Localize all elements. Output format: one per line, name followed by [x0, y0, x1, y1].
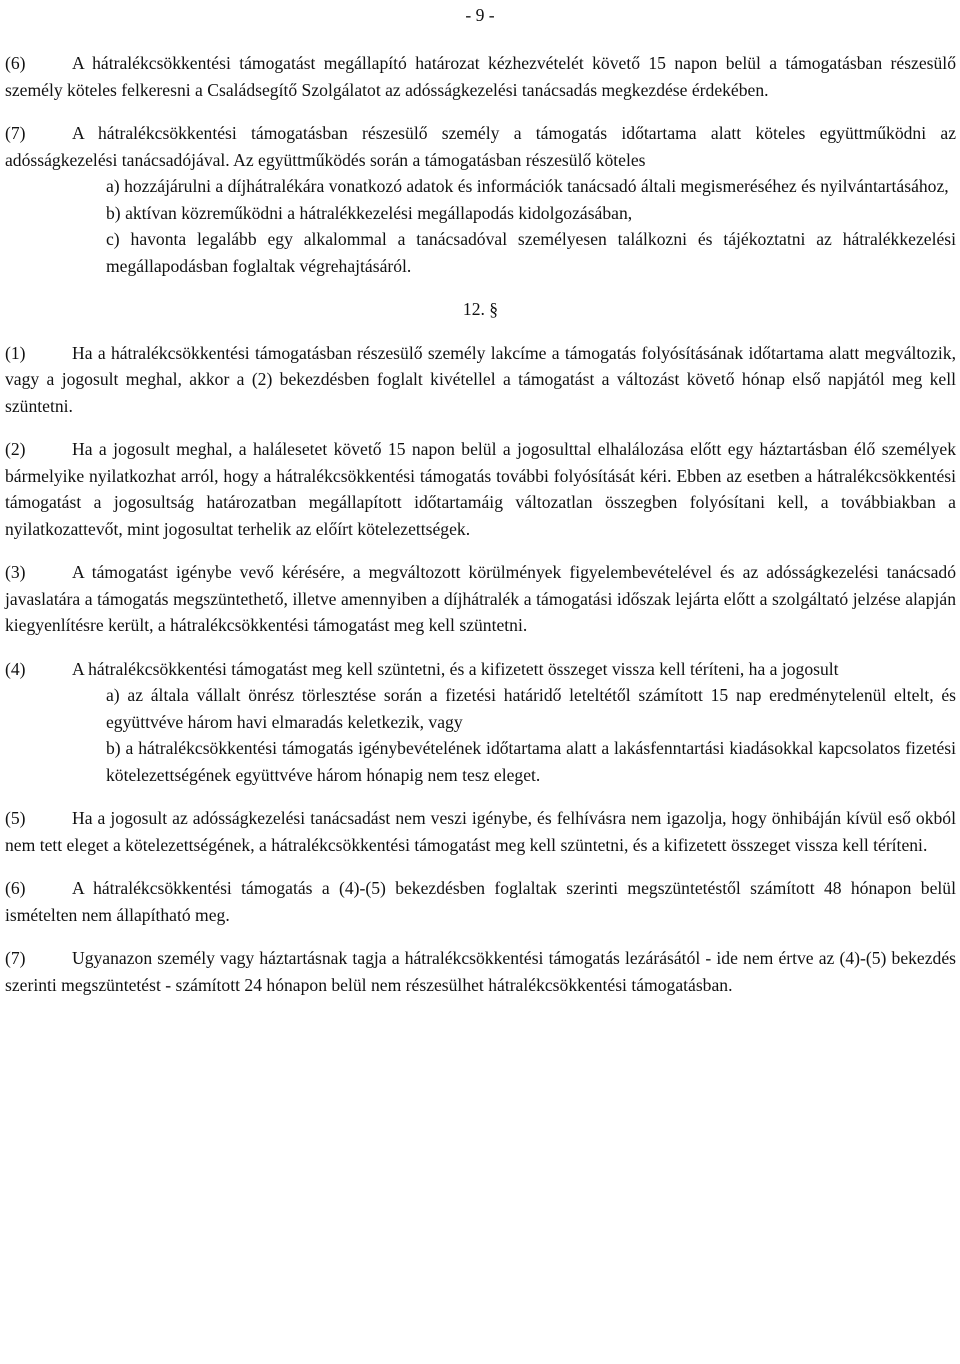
paragraph-3	[5, 559, 956, 639]
paragraph-5	[5, 805, 956, 858]
list-item: a) az általa vállalt önrész törlesztése során a fizetési határidő leteltétől számított 15 nap eredménytelenül eltelt, és együttvéve három havi elmaradás keletkezik, vagy	[106, 685, 957, 732]
list-item: c) havonta legalább egy alkalommal a tanácsadóval személyesen találkozni és tájékoztatni az hátralékkezelési megállapodásban foglaltak végrehajtásáról.	[106, 229, 957, 276]
paragraph-6-prev	[5, 50, 956, 103]
page-number: - 9 -	[465, 5, 495, 25]
paragraph-text: A hátralékcsökkentési támogatásban részesülő személy a támogatás időtartama alatt köteles együttműködni az adósságkezelési tanácsadójával. Az együttműködés során a támogatásban részesülő köteles	[5, 123, 956, 170]
section-heading: 12. §	[462, 299, 499, 319]
paragraph-text: A hátralékcsökkentési támogatást megállapító határozat kézhezvételét követő 15 napon belül a támogatásban részesülő személy köteles felkeresni a Családsegítő Szolgálatot az adósságkezelési tanácsadás megkezdése érdekében.	[5, 53, 956, 100]
paragraph-1	[5, 340, 956, 420]
paragraph-7	[5, 945, 956, 998]
paragraph-number: (2)	[5, 439, 26, 459]
paragraph-7-prev	[5, 120, 956, 173]
obligation-list	[101, 173, 956, 279]
paragraph-number: (5)	[5, 808, 26, 828]
paragraph-number: (1)	[5, 342, 26, 363]
list-item: a) hozzájárulni a díjhátralékára vonatkozó adatok és információk tanácsadó általi megismeréséhez és nyilvántartásához,	[106, 176, 949, 196]
paragraph-number: (6)	[5, 878, 26, 898]
paragraph-text: Ha a jogosult az adósságkezelési tanácsadást nem veszi igénybe, és felhívásra nem igazolja, hogy önhibáján kívül eső okból nem tett eleget a kötelezettségének, a hátralékcsökkentési támogatást meg kell szüntetni, és a kifizetett összeget vissza kell téríteni.	[5, 808, 956, 855]
paragraph-6	[5, 875, 956, 928]
paragraph-number: (7)	[5, 123, 26, 143]
list-item: b) aktívan közreműködni a hátralékkezelési megállapodás kidolgozásában,	[106, 202, 633, 223]
paragraph-text: A hátralékcsökkentési támogatás a (4)-(5) bekezdésben foglaltak szerinti megszüntetéstől számított 48 hónapon belül ismételten nem állapítható meg.	[5, 878, 956, 925]
paragraph-text: A hátralékcsökkentési támogatást meg kell szüntetni, és a kifizetett összeget vissza kell téríteni, ha a jogosult	[72, 658, 839, 679]
paragraph-2	[5, 436, 956, 542]
document-body	[5, 50, 956, 998]
paragraph-number: (7)	[5, 948, 26, 968]
paragraph-number: (6)	[5, 53, 26, 73]
paragraph-text: A támogatást igénybe vevő kérésére, a megváltozott körülmények figyelembevételével és az adósságkezelési tanácsadó javaslatára a támogatás megszüntethető, illetve amennyiben a díjhátralék a támogatási időszak lejárta előtt a szolgáltató jelzése alapján kiegyenlítésre került, a hátralékcsökkentési támogatást meg kell szüntetni.	[5, 562, 956, 635]
paragraph-4	[5, 656, 956, 683]
paragraph-text: Ha a hátralékcsökkentési támogatásban részesülő személy lakcíme a támogatás folyósításának időtartama alatt megváltozik, vagy a jogosult meghal, akkor a (2) bekezdésben foglalt kivétellel a támogatást a változást követő hónap első napjától meg kell szüntetni.	[5, 342, 956, 416]
termination-list	[101, 682, 956, 788]
paragraph-text: Ha a jogosult meghal, a halálesetet követő 15 napon belül a jogosulttal elhalálozása előtt egy háztartásban élő személyek bármelyike nyilatkozhat arról, hogy a hátralékcsökkentési támogatás további folyósítását kéri. Ebben az esetben a hátralékcsökkentési támogatást a jogosultság határozatban megállapított időtartamáig változatlan összegben folyósítani kell, a továbbiakban a nyilatkozattevőt, mint jogosultat terhelik az előírt kötelezettségek.	[5, 439, 956, 539]
paragraph-text: Ugyanazon személy vagy háztartásnak tagja a hátralékcsökkentési támogatás lezárásától - ide nem értve az (4)-(5) bekezdés szerinti megszüntetést - számított 24 hónapon belül nem részesülhet hátralékcsökkentési támogatásban.	[5, 948, 956, 995]
list-item: b) a hátralékcsökkentési támogatás igénybevételének időtartama alatt a lakásfenntartási kiadásokkal kapcsolatos fizetési kötelezettségének együttvéve három hónapig nem tesz eleget.	[106, 738, 956, 785]
paragraph-number: (4)	[5, 658, 26, 679]
paragraph-number: (3)	[5, 562, 26, 582]
